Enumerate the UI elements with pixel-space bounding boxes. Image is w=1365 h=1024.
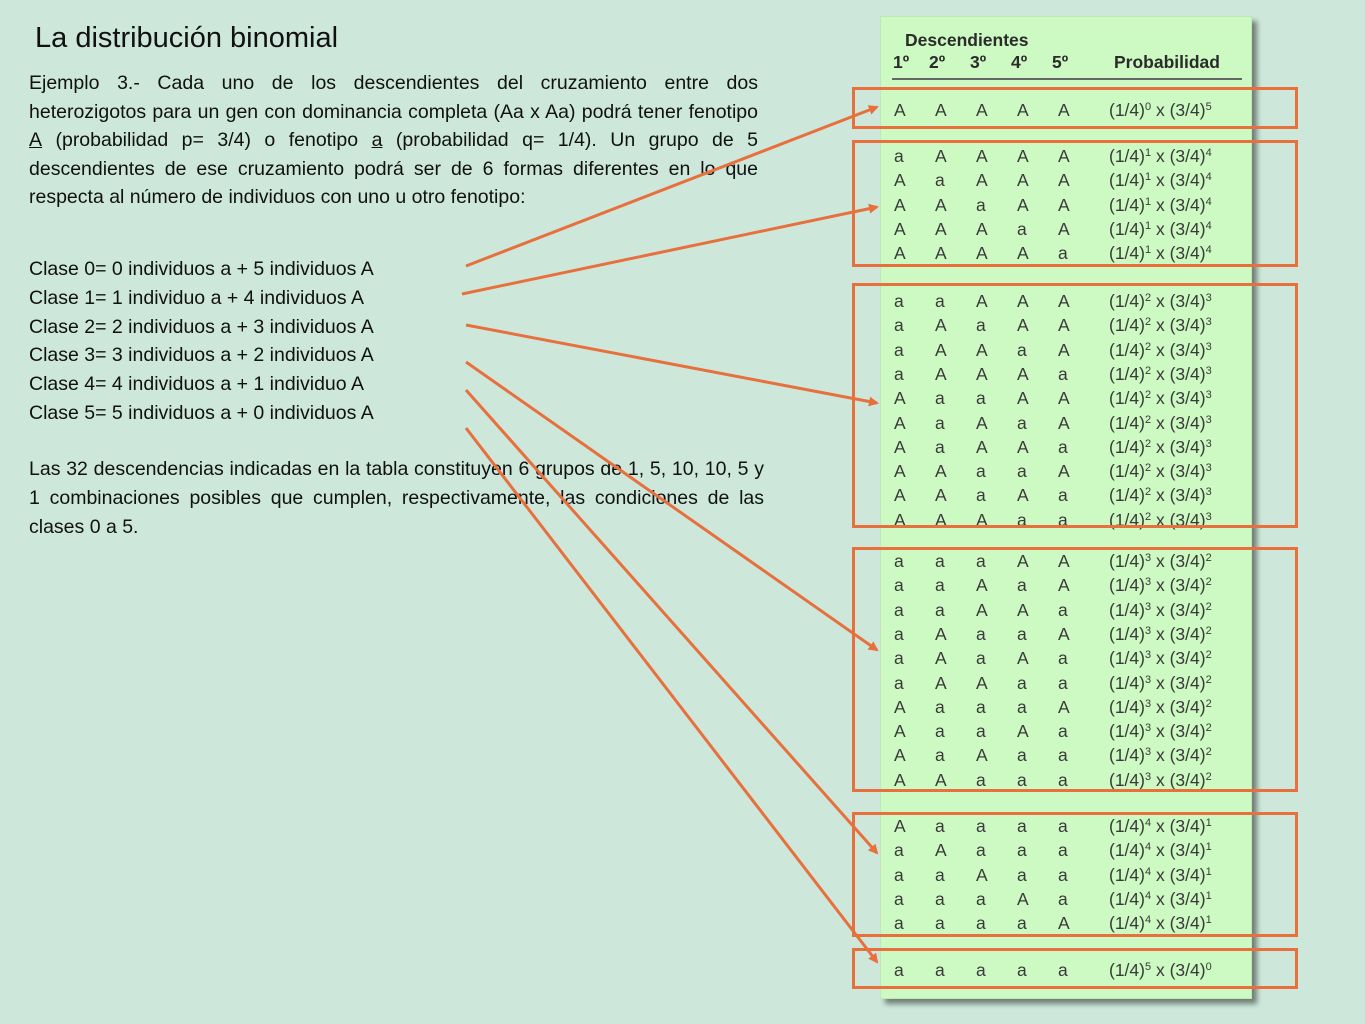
phenotype-cell: a: [976, 551, 986, 571]
intro-text-3: (probabilidad q= 1/4). Un grupo de 5 descendientes de ese cruzamiento podrá ser de 6 formas diferentes en lo que respecta al número de individuos con uno u otro fenotipo:: [29, 129, 758, 209]
phenotype-cell: a: [1058, 960, 1068, 980]
phenotype-cell: A: [1058, 412, 1070, 433]
phenotype-cell: a: [894, 363, 904, 384]
phenotype-cell: a: [894, 551, 904, 571]
phenotype-cell: A: [1017, 648, 1029, 669]
phenotype-cell: a: [1017, 696, 1027, 717]
probability-cell: $(1/4)^2$ x $(3/4)^3$: [1109, 291, 1212, 311]
phenotype-cell: A: [935, 672, 947, 693]
probability-cell: $(1/4)^3$ x $(3/4)^2$: [1109, 599, 1212, 620]
probability-cell: $(1/4)^2$ x $(3/4)^3$: [1109, 461, 1212, 482]
phenotype-cell: a: [935, 888, 945, 909]
phenotype-cell: a: [1017, 840, 1027, 861]
phenotype-cell: A: [894, 412, 906, 433]
phenotype-cell: A: [935, 243, 947, 264]
probability-cell: $(1/4)^2$ x $(3/4)^3$: [1109, 412, 1212, 433]
arrow-clase-4: [466, 390, 877, 853]
col-header-2: 2º: [929, 52, 946, 72]
phenotype-cell: A: [935, 648, 947, 669]
phenotype-cell: a: [894, 291, 904, 311]
phenotype-cell: A: [1058, 913, 1070, 934]
phenotype-cell: a: [1058, 599, 1068, 620]
phenotype-cell: a: [935, 170, 945, 191]
phenotype-cell: a: [1058, 436, 1068, 457]
phenotype-cell: A: [976, 412, 988, 433]
phenotype-cell: A: [976, 575, 988, 596]
page-title: La distribución binomial: [35, 22, 339, 54]
phenotype-cell: A: [1017, 599, 1029, 620]
phenotype-cell: a: [935, 816, 945, 836]
phenotype-cell: a: [935, 721, 945, 742]
phenotype-cell: a: [894, 623, 904, 644]
phenotype-cell: a: [1017, 913, 1027, 934]
phenotype-cell: A: [976, 146, 988, 166]
phenotype-cell: a: [976, 721, 986, 742]
phenotype-cell: a: [976, 194, 986, 215]
phenotype-cell: A: [1058, 339, 1070, 360]
probability-cell: $(1/4)^1$ x $(3/4)^4$: [1109, 170, 1212, 191]
phenotype-cell: A: [935, 840, 947, 861]
phenotype-cell: a: [1017, 575, 1027, 596]
phenotype-cell: A: [894, 696, 906, 717]
phenotype-cell: a: [935, 436, 945, 457]
class-2: Clase 2= 2 individuos a + 3 individuos A: [29, 315, 374, 338]
probability-cell: $(1/4)^2$ x $(3/4)^3$: [1109, 315, 1212, 336]
phenotype-cell: a: [1058, 648, 1068, 669]
phenotype-cell: a: [1017, 960, 1027, 980]
phenotype-cell: a: [894, 648, 904, 669]
phenotype-cell: a: [894, 672, 904, 693]
phenotype-cell: A: [894, 721, 906, 742]
phenotype-cell: A: [935, 100, 947, 120]
phenotype-cell: a: [1058, 888, 1068, 909]
probability-cell: $(1/4)^2$ x $(3/4)^3$: [1109, 509, 1212, 530]
phenotype-cell: A: [1058, 194, 1070, 215]
arrow-clase-1: [462, 207, 877, 294]
probability-cell: $(1/4)^3$ x $(3/4)^2$: [1109, 721, 1212, 742]
probability-cell: $(1/4)^3$ x $(3/4)^2$: [1109, 745, 1212, 766]
probability-cell: $(1/4)^2$ x $(3/4)^3$: [1109, 485, 1212, 506]
phenotype-cell: A: [1058, 170, 1070, 191]
summary-paragraph: Las 32 descendencias indicadas en la tabla constituyen 6 grupos de 1, 5, 10, 10, 5 y 1 combinaciones posibles que cumplen, respectivamente, las condiciones de las clases 0 a 5.: [29, 458, 764, 538]
arrow-clase-5: [466, 428, 877, 962]
phenotype-cell: A: [1017, 436, 1029, 457]
phenotype-cell: a: [976, 816, 986, 836]
phenotype-cell: a: [1017, 339, 1027, 360]
phenotype-cell: A: [935, 485, 947, 506]
phenotype-cell: A: [1058, 623, 1070, 644]
phenotype-cell: a: [1017, 769, 1027, 790]
phenotype-cell: A: [1017, 888, 1029, 909]
phenotype-cell: A: [1058, 100, 1070, 120]
phenotype-cell: a: [1058, 721, 1068, 742]
phenotype-cell: A: [894, 436, 906, 457]
phenotype-cell: A: [1017, 194, 1029, 215]
phenotype-cell: A: [1017, 721, 1029, 742]
phenotype-cell: A: [1017, 363, 1029, 384]
probability-cell: $(1/4)^2$ x $(3/4)^3$: [1109, 388, 1212, 409]
phenotype-cell: a: [935, 864, 945, 885]
phenotype-cell: a: [1058, 243, 1068, 264]
phenotype-cell: a: [1058, 840, 1068, 861]
phenotype-cell: A: [1017, 315, 1029, 336]
probability-cell: $(1/4)^4$ x $(3/4)^1$: [1109, 840, 1212, 861]
phenotype-cell: A: [976, 243, 988, 264]
phenotype-cell: A: [1017, 146, 1029, 166]
phenotype-cell: A: [976, 170, 988, 191]
phenotype-cell: a: [1017, 461, 1027, 482]
probability-cell: $(1/4)^1$ x $(3/4)^4$: [1109, 243, 1212, 264]
probability-cell: $(1/4)^5$ x $(3/4)^0$: [1109, 960, 1212, 980]
probability-cell: $(1/4)^1$ x $(3/4)^4$: [1109, 194, 1212, 215]
phenotype-cell: a: [976, 648, 986, 669]
probability-cell: $(1/4)^3$ x $(3/4)^2$: [1109, 648, 1212, 669]
phenotype-cell: A: [976, 100, 988, 120]
phenotype-cell: a: [1058, 485, 1068, 506]
phenotype-cell: A: [976, 509, 988, 530]
probability-cell: $(1/4)^3$ x $(3/4)^2$: [1109, 623, 1212, 644]
phenotype-cell: a: [1017, 412, 1027, 433]
phenotype-cell: A: [894, 194, 906, 215]
phenotype-cell: A: [1058, 461, 1070, 482]
phenotype-cell: A: [1017, 485, 1029, 506]
phenotype-cell: a: [976, 623, 986, 644]
probability-cell: $(1/4)^3$ x $(3/4)^2$: [1109, 769, 1212, 790]
probability-cell: $(1/4)^2$ x $(3/4)^3$: [1109, 363, 1212, 384]
phenotype-cell: A: [935, 623, 947, 644]
phenotype-cell: a: [976, 696, 986, 717]
phenotype-cell: A: [1017, 243, 1029, 264]
phenotype-cell: A: [935, 509, 947, 530]
phenotype-cell: A: [976, 672, 988, 693]
phenotype-cell: A: [1058, 696, 1070, 717]
phenotype-cell: A: [935, 194, 947, 215]
col-header-probabilidad: Probabilidad: [1114, 52, 1220, 72]
probability-cell: $(1/4)^4$ x $(3/4)^1$: [1109, 816, 1212, 836]
phenotype-cell: a: [1058, 363, 1068, 384]
phenotype-cell: a: [935, 696, 945, 717]
phenotype-cell: a: [935, 412, 945, 433]
phenotype-cell: A: [894, 218, 906, 239]
probability-cell: $(1/4)^3$ x $(3/4)^2$: [1109, 696, 1212, 717]
phenotype-cell: a: [935, 599, 945, 620]
col-header-1: 1º: [893, 52, 910, 72]
phenotype-cell: a: [894, 146, 904, 166]
phenotype-cell: A: [1058, 291, 1070, 311]
phenotype-cell: A: [894, 243, 906, 264]
phenotype-cell: A: [976, 864, 988, 885]
phenotype-cell: a: [894, 864, 904, 885]
intro-text-1: Ejemplo 3.- Cada uno de los descendientes del cruzamiento entre dos heterozigotos para un gen con dominancia completa (Aa x Aa) podrá tener fenotipo: [29, 72, 758, 123]
probability-cell: $(1/4)^4$ x $(3/4)^1$: [1109, 913, 1212, 934]
phenotype-cell: a: [935, 291, 945, 311]
phenotype-cell: a: [976, 960, 986, 980]
phenotype-cell: a: [976, 913, 986, 934]
class-5: Clase 5= 5 individuos a + 0 individuos A: [29, 401, 374, 424]
phenotype-cell: a: [976, 315, 986, 336]
phenotype-cell: A: [935, 218, 947, 239]
phenotype-cell: A: [1058, 218, 1070, 239]
phenotype-cell: a: [894, 840, 904, 861]
phenotype-cell: a: [976, 388, 986, 409]
phenotype-cell: A: [1058, 315, 1070, 336]
phenotype-cell: a: [894, 888, 904, 909]
phenotype-cell: A: [976, 291, 988, 311]
phenotype-cell: a: [1017, 509, 1027, 530]
phenotype-cell: A: [976, 436, 988, 457]
phenotype-cell: a: [935, 551, 945, 571]
phenotype-cell: a: [935, 388, 945, 409]
probability-cell: $(1/4)^1$ x $(3/4)^4$: [1109, 146, 1212, 166]
col-header-4: 4º: [1011, 52, 1028, 72]
phenotype-cell: A: [976, 745, 988, 766]
phenotype-cell: a: [976, 888, 986, 909]
phenotype-cell: a: [894, 315, 904, 336]
phenotype-cell: A: [894, 388, 906, 409]
phenotype-cell: a: [1017, 864, 1027, 885]
phenotype-cell: a: [935, 745, 945, 766]
probability-cell: $(1/4)^1$ x $(3/4)^4$: [1109, 218, 1212, 239]
phenotype-cell: A: [894, 745, 906, 766]
phenotype-A: A: [29, 129, 43, 152]
phenotype-cell: a: [935, 575, 945, 596]
col-header-5: 5º: [1052, 52, 1069, 72]
class-0: Clase 0= 0 individuos a + 5 individuos A: [29, 258, 374, 280]
phenotype-cell: a: [976, 769, 986, 790]
class-4: Clase 4= 4 individuos a + 1 individuo A: [29, 373, 364, 396]
phenotype-cell: a: [894, 599, 904, 620]
phenotype-cell: a: [976, 840, 986, 861]
phenotype-cell: A: [935, 315, 947, 336]
phenotype-cell: A: [1017, 291, 1029, 311]
phenotype-cell: A: [935, 146, 947, 166]
phenotype-a: a: [371, 129, 383, 152]
arrow-clase-0: [466, 107, 877, 266]
class-3: Clase 3= 3 individuos a + 2 individuos A: [29, 344, 374, 367]
phenotype-cell: A: [1058, 551, 1070, 571]
phenotype-cell: A: [894, 769, 906, 790]
phenotype-cell: A: [1058, 388, 1070, 409]
phenotype-cell: A: [1058, 575, 1070, 596]
phenotype-cell: a: [1017, 745, 1027, 766]
phenotype-cell: A: [976, 218, 988, 239]
phenotype-cell: a: [1058, 769, 1068, 790]
probability-cell: $(1/4)^0$ x $(3/4)^5$: [1109, 100, 1212, 120]
phenotype-cell: A: [1017, 170, 1029, 191]
phenotype-cell: A: [976, 363, 988, 384]
phenotype-cell: A: [894, 485, 906, 506]
phenotype-cell: A: [1017, 100, 1029, 120]
phenotype-cell: A: [935, 339, 947, 360]
phenotype-cell: a: [935, 960, 945, 980]
probability-cell: $(1/4)^2$ x $(3/4)^3$: [1109, 436, 1212, 457]
probability-cell: $(1/4)^3$ x $(3/4)^2$: [1109, 551, 1212, 571]
phenotype-cell: a: [1058, 816, 1068, 836]
phenotype-cell: A: [1058, 146, 1070, 166]
phenotype-cell: a: [1017, 218, 1027, 239]
phenotype-cell: a: [935, 913, 945, 934]
probability-cell: $(1/4)^3$ x $(3/4)^2$: [1109, 575, 1212, 596]
probability-cell: $(1/4)^4$ x $(3/4)^1$: [1109, 888, 1212, 909]
probability-cell: $(1/4)^4$ x $(3/4)^1$: [1109, 864, 1212, 885]
phenotype-cell: a: [1017, 623, 1027, 644]
phenotype-cell: a: [894, 913, 904, 934]
phenotype-cell: A: [894, 170, 906, 191]
phenotype-cell: a: [1058, 745, 1068, 766]
phenotype-cell: a: [976, 461, 986, 482]
phenotype-cell: a: [1058, 672, 1068, 693]
phenotype-cell: A: [894, 100, 906, 120]
phenotype-cell: A: [935, 461, 947, 482]
phenotype-cell: A: [935, 363, 947, 384]
phenotype-cell: A: [894, 509, 906, 530]
table-header-descendientes: Descendientes: [905, 30, 1029, 50]
phenotype-cell: A: [894, 816, 906, 836]
phenotype-cell: A: [976, 339, 988, 360]
phenotype-cell: A: [1017, 551, 1029, 571]
phenotype-cell: a: [1017, 816, 1027, 836]
phenotype-cell: A: [976, 599, 988, 620]
probability-cell: $(1/4)^2$ x $(3/4)^3$: [1109, 339, 1212, 360]
phenotype-cell: A: [894, 461, 906, 482]
probability-cell: $(1/4)^3$ x $(3/4)^2$: [1109, 672, 1212, 693]
phenotype-cell: a: [1058, 864, 1068, 885]
phenotype-cell: A: [1017, 388, 1029, 409]
col-header-3: 3º: [970, 52, 987, 72]
phenotype-cell: a: [894, 960, 904, 980]
phenotype-cell: a: [1058, 509, 1068, 530]
phenotype-cell: a: [1017, 672, 1027, 693]
phenotype-cell: a: [894, 339, 904, 360]
phenotype-cell: A: [935, 769, 947, 790]
intro-text-2: (probabilidad p= 3/4) o fenotipo: [42, 129, 372, 152]
phenotype-cell: a: [894, 575, 904, 596]
arrow-clase-2: [466, 325, 877, 403]
phenotype-cell: a: [976, 485, 986, 506]
class-1: Clase 1= 1 individuo a + 4 individuos A: [29, 286, 364, 309]
